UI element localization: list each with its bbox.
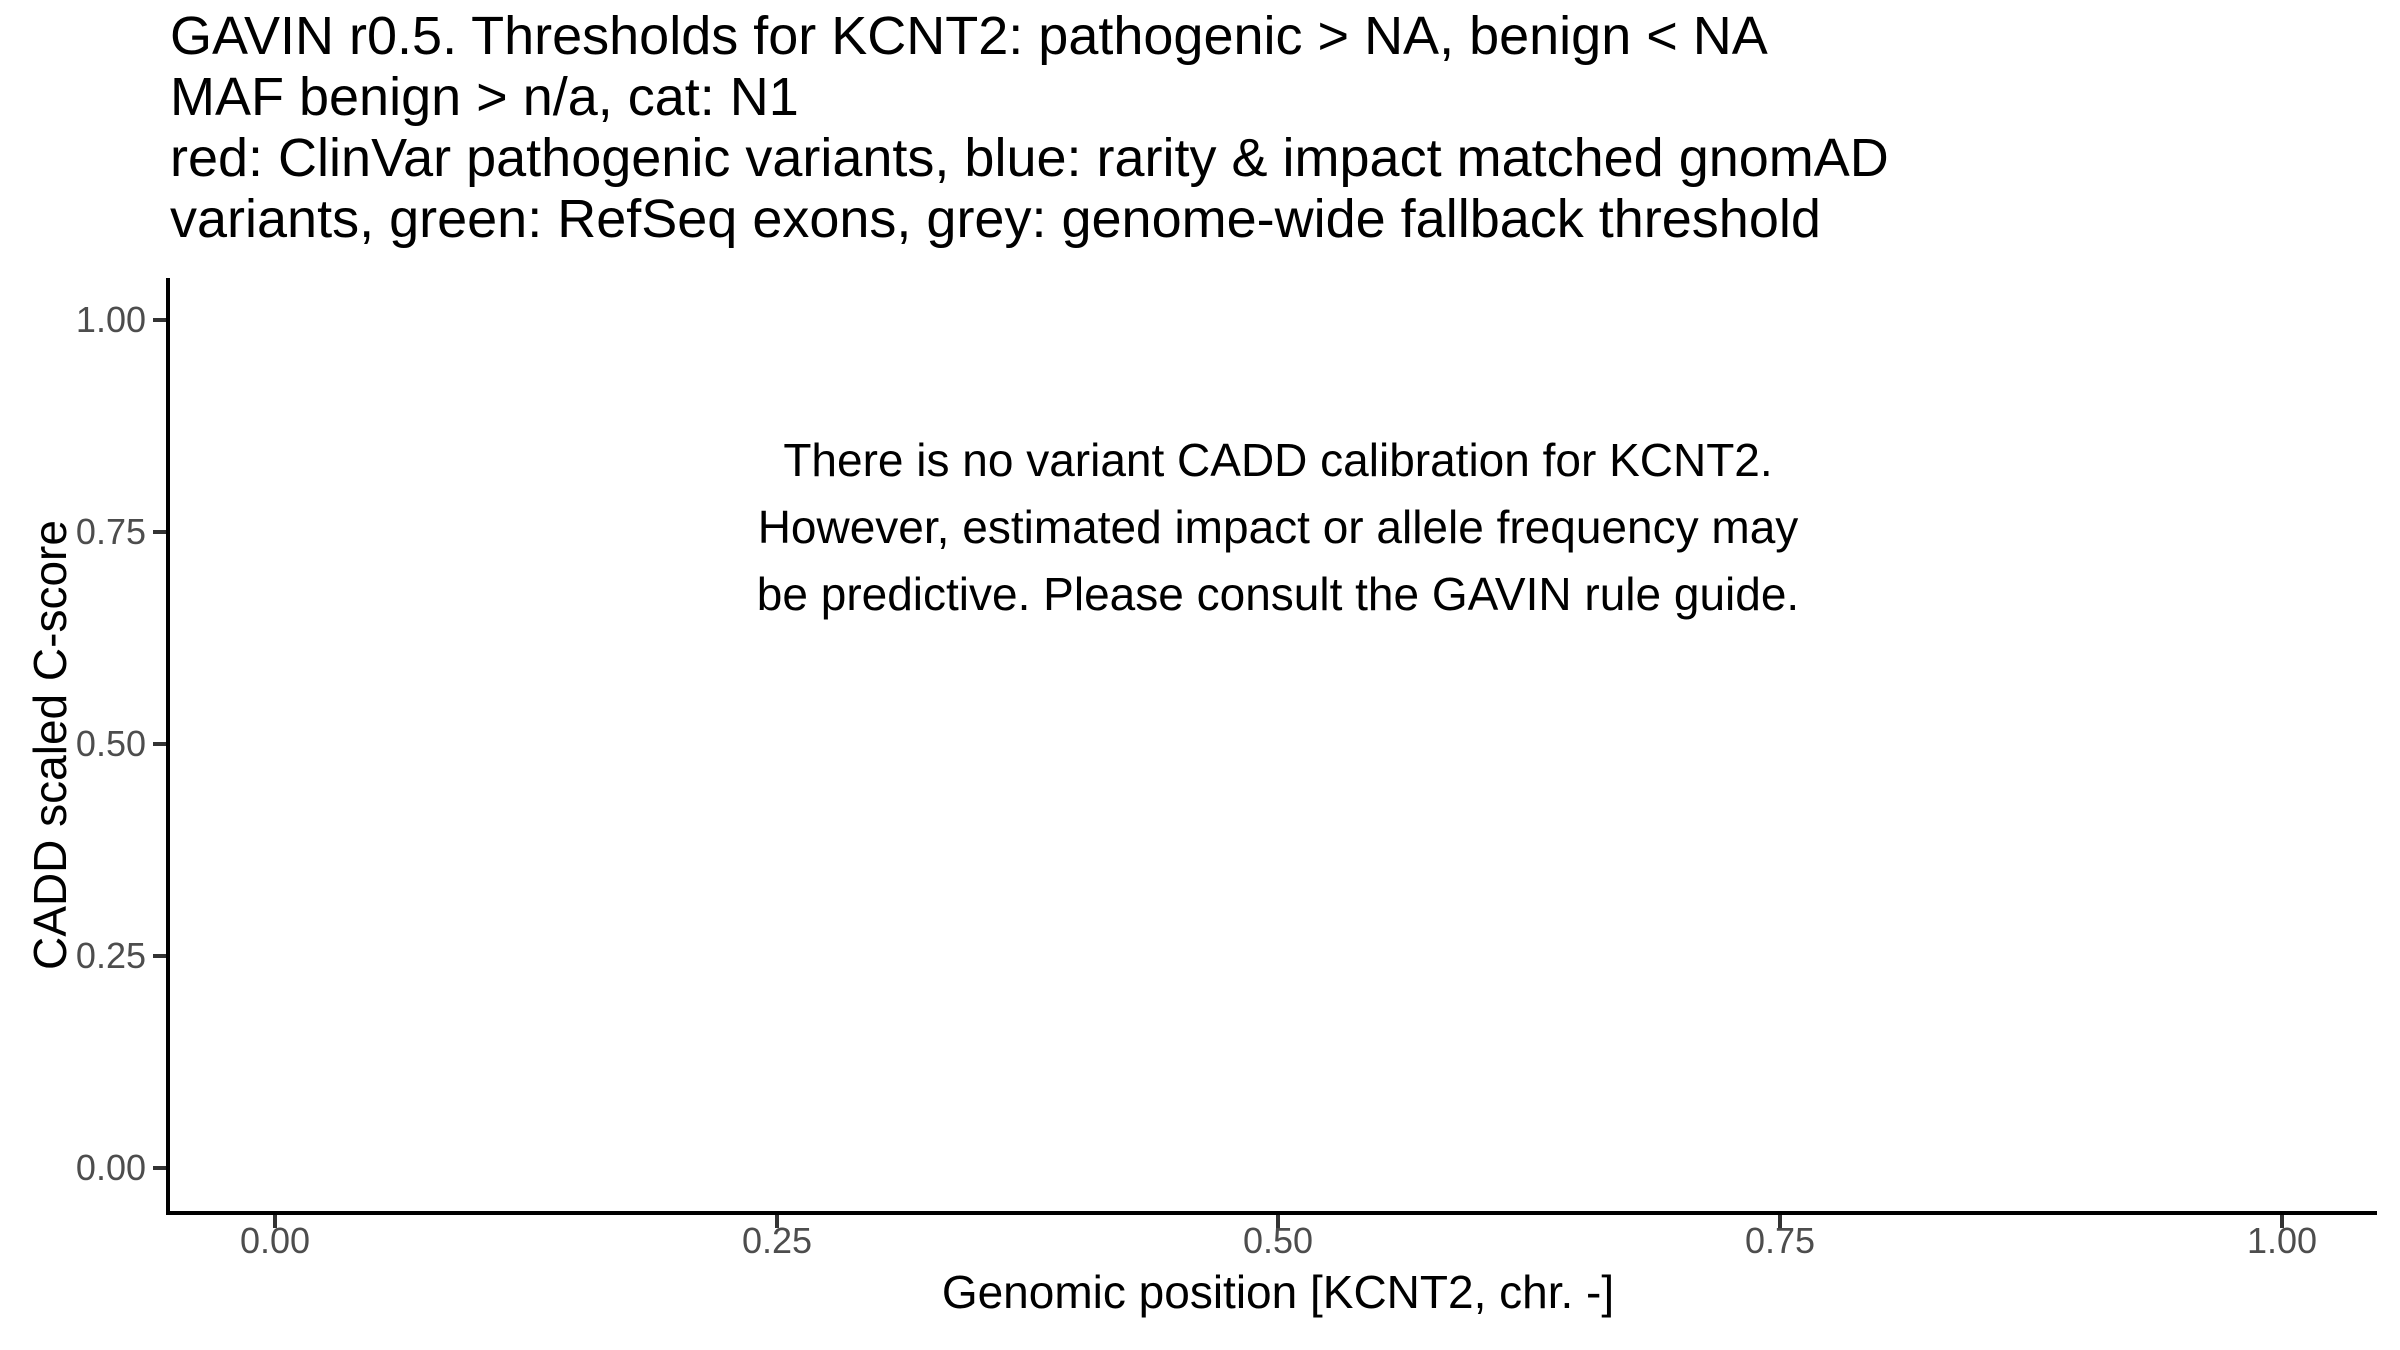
- plot-title-line-2: MAF benign > n/a, cat: N1: [170, 67, 799, 127]
- x-axis-line: [166, 1211, 2377, 1215]
- annotation-line-2: However, estimated impact or allele frequency may: [757, 501, 1799, 553]
- y-tick-mark-0.50: [153, 742, 166, 746]
- x-tick-label-0.50: 0.50: [1242, 1220, 1314, 1261]
- y-tick-mark-1.00: [153, 318, 166, 322]
- plot-title-line-1: GAVIN r0.5. Thresholds for KCNT2: pathogenic > NA, benign < NA: [170, 6, 1768, 66]
- plot-title-line-4: variants, green: RefSeq exons, grey: genome-wide fallback threshold: [170, 189, 1821, 249]
- x-tick-label-0.75: 0.75: [1744, 1220, 1816, 1261]
- y-axis-line: [166, 278, 170, 1215]
- x-tick-label-1.00: 1.00: [2246, 1220, 2318, 1261]
- plot-title: [170, 6, 1889, 250]
- y-tick-label-0.25: 0.25: [75, 935, 146, 976]
- annotation-line-3: be predictive. Please consult the GAVIN rule guide.: [756, 568, 1800, 620]
- plot-title-line-3: red: ClinVar pathogenic variants, blue: rarity & impact matched gnomAD: [170, 128, 1889, 188]
- y-tick-mark-0.75: [153, 530, 166, 534]
- x-tick-label-0.25: 0.25: [741, 1220, 813, 1261]
- y-tick-mark-0.00: [153, 1166, 166, 1170]
- y-tick-label-1.00: 1.00: [75, 299, 146, 340]
- y-tick-label-0.50: 0.50: [75, 723, 146, 764]
- x-axis-title: Genomic position [KCNT2, chr. -]: [941, 1266, 1615, 1318]
- y-tick-mark-0.25: [153, 954, 166, 958]
- y-tick-label-0.75: 0.75: [75, 511, 146, 552]
- annotation-line-1: There is no variant CADD calibration for KCNT2.: [783, 434, 1773, 486]
- y-axis-title: CADD scaled C-score: [24, 520, 76, 970]
- y-tick-label-0.00: 0.00: [75, 1147, 146, 1188]
- no-calibration-annotation: [278, 427, 2278, 628]
- x-tick-label-0.00: 0.00: [239, 1220, 311, 1261]
